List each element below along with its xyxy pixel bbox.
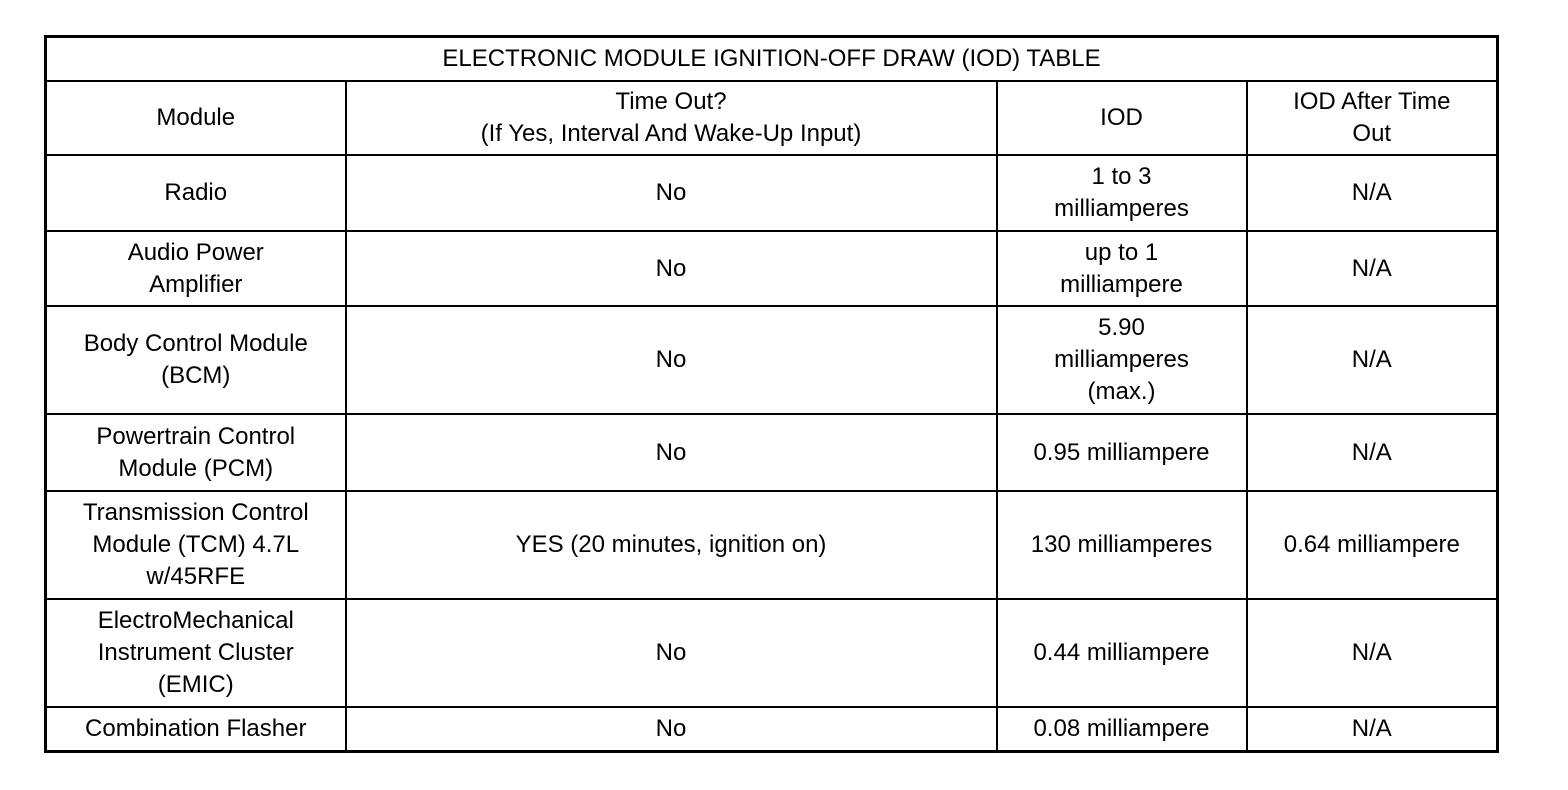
- header-module: Module: [46, 81, 346, 155]
- header-row: [46, 81, 1498, 155]
- iod-table: [44, 35, 1499, 753]
- cell-module: Transmission Control Module (TCM) 4.7L w/45RFE: [46, 491, 346, 599]
- cell-iod-after: N/A: [1247, 414, 1498, 491]
- cell-module: Powertrain Control Module (PCM): [46, 414, 346, 491]
- table-row: [46, 306, 1498, 414]
- cell-iod-after: N/A: [1247, 155, 1498, 231]
- cell-module: ElectroMechanical Instrument Cluster (EMIC): [46, 599, 346, 707]
- cell-iod-after: N/A: [1247, 707, 1498, 752]
- cell-time-out: No: [346, 155, 997, 231]
- table-row: [46, 231, 1498, 306]
- header-time-out: Time Out? (If Yes, Interval And Wake-Up Input): [346, 81, 997, 155]
- cell-iod: up to 1 milliampere: [997, 231, 1247, 306]
- cell-time-out: No: [346, 414, 997, 491]
- cell-iod: 0.08 milliampere: [997, 707, 1247, 752]
- header-iod: IOD: [997, 81, 1247, 155]
- header-iod-after-time-out: IOD After Time Out: [1247, 81, 1498, 155]
- table-row: [46, 155, 1498, 231]
- cell-time-out: No: [346, 599, 997, 707]
- table-title-row: [46, 37, 1498, 82]
- cell-iod-after: N/A: [1247, 306, 1498, 414]
- cell-iod-after: 0.64 milliampere: [1247, 491, 1498, 599]
- table-row: [46, 414, 1498, 491]
- table-row: [46, 599, 1498, 707]
- cell-iod: 130 milliamperes: [997, 491, 1247, 599]
- cell-module: Radio: [46, 155, 346, 231]
- cell-time-out: No: [346, 231, 997, 306]
- cell-module: Body Control Module (BCM): [46, 306, 346, 414]
- table-title: ELECTRONIC MODULE IGNITION-OFF DRAW (IOD) TABLE: [46, 37, 1498, 82]
- cell-time-out: YES (20 minutes, ignition on): [346, 491, 997, 599]
- cell-iod: 5.90 milliamperes (max.): [997, 306, 1247, 414]
- cell-iod-after: N/A: [1247, 599, 1498, 707]
- cell-iod: 0.44 milliampere: [997, 599, 1247, 707]
- table-row: [46, 707, 1498, 752]
- cell-iod: 0.95 milliampere: [997, 414, 1247, 491]
- table-row: [46, 491, 1498, 599]
- cell-time-out: No: [346, 707, 997, 752]
- cell-module: Audio Power Amplifier: [46, 231, 346, 306]
- cell-time-out: No: [346, 306, 997, 414]
- cell-iod: 1 to 3 milliamperes: [997, 155, 1247, 231]
- cell-module: Combination Flasher: [46, 707, 346, 752]
- cell-iod-after: N/A: [1247, 231, 1498, 306]
